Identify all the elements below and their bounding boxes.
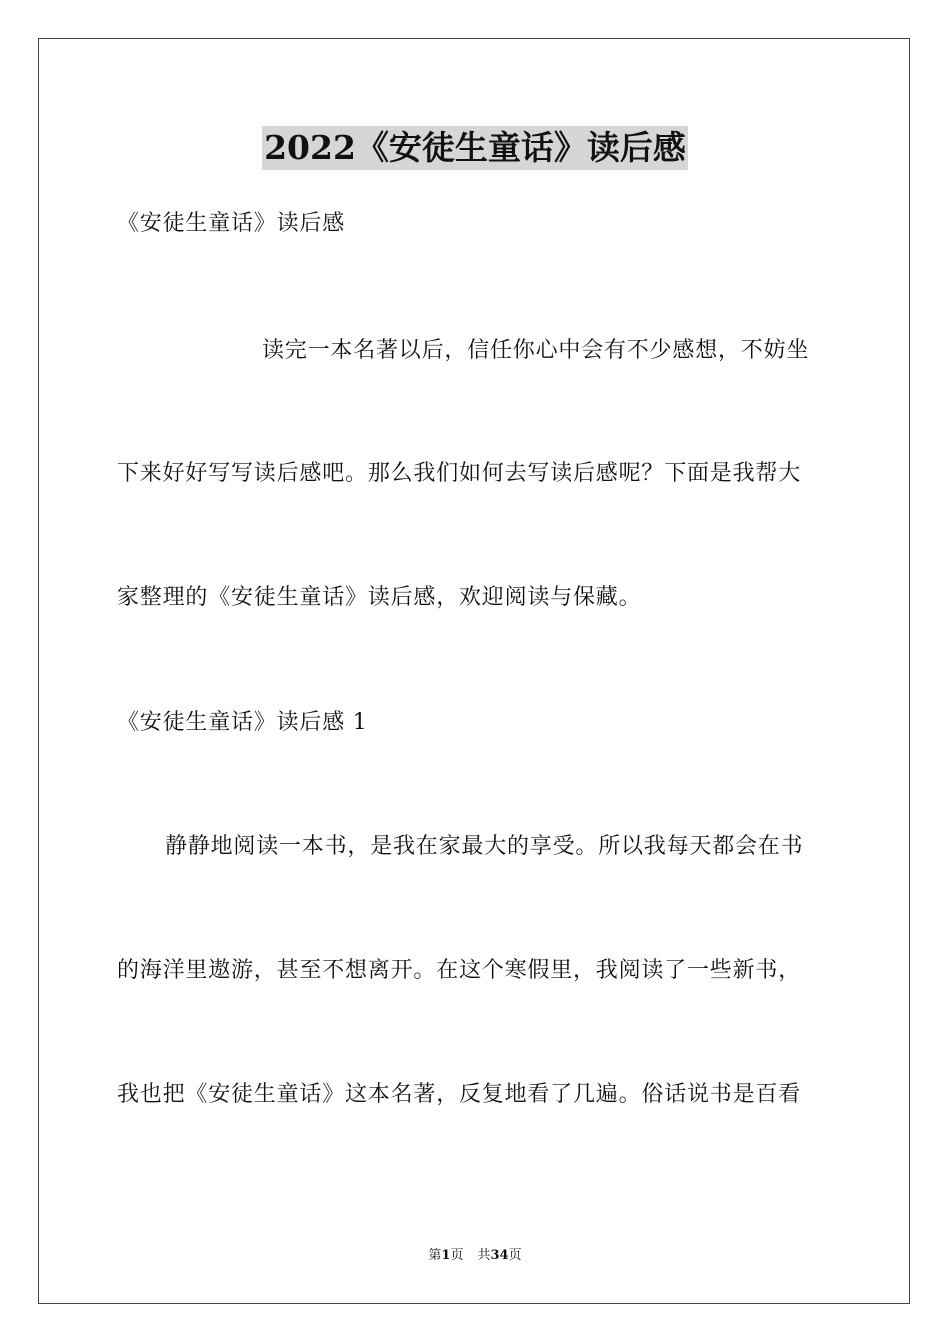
page-footer <box>0 1247 950 1265</box>
title-container <box>0 126 950 170</box>
page-number: 1 <box>441 1248 451 1263</box>
body-line-2: 的海洋里遨游，甚至不想离开。在这个寒假里，我阅读了一些新书， <box>117 958 802 983</box>
body-line-3: 我也把《安徒生童话》这本名著，反复地看了几遍。俗话说书是百看 <box>117 1082 802 1107</box>
total-pages: 34 <box>490 1248 509 1263</box>
total-suffix: 页 <box>508 1248 522 1263</box>
page-suffix: 页 <box>450 1248 464 1263</box>
intro-line-2: 下来好好写写读后感吧。那么我们如何去写读后感呢？下面是我帮大 <box>117 461 802 486</box>
section-heading: 《安徒生童话》读后感 1 <box>117 710 368 735</box>
body-line-1: 静静地阅读一本书，是我在家最大的享受。所以我每天都会在书 <box>165 834 804 859</box>
page-prefix: 第 <box>428 1248 442 1263</box>
total-prefix: 共 <box>477 1248 491 1263</box>
intro-line-1: 读完一本名著以后，信任你心中会有不少感想，不妨坐 <box>262 338 810 363</box>
document-title: 2022《安徒生童话》读后感 <box>262 126 688 170</box>
intro-line-3: 家整理的《安徒生童话》读后感，欢迎阅读与保藏。 <box>117 585 642 610</box>
document-subtitle: 《安徒生童话》读后感 <box>117 211 346 236</box>
